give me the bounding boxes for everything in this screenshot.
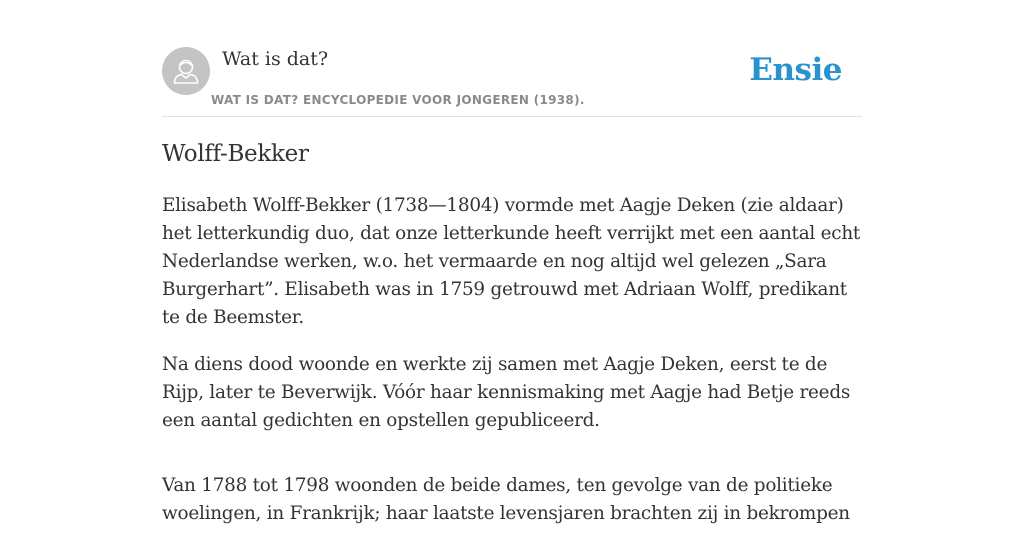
source-subtitle: WAT IS DAT? ENCYCLOPEDIE VOOR JONGEREN (1938).	[211, 93, 585, 107]
avatar[interactable]	[162, 47, 210, 95]
article-paragraph: Na diens dood woonde en werkte zij samen met Aagje Deken, eerst te de Rijp, later te Beverwijk. Vóór haar kennismaking met Aagje had Betje reeds een aantal gedichten en opstellen gepubliceerd.	[162, 354, 851, 431]
article-title: Wolff-Bekker	[162, 141, 309, 167]
source-title[interactable]: Wat is dat?	[222, 48, 329, 70]
article	[162, 138, 862, 547]
source-header	[162, 46, 862, 117]
article-paragraph: Van 1788 tot 1798 woonden de beide dames, ten gevolge van de politieke woelingen, in Frankrijk; haar laatste levensjaren brachten zij in bekrompen	[162, 475, 850, 524]
user-placeholder-icon	[162, 47, 210, 95]
article-paragraph: Elisabeth Wolff-Bekker (1738—1804) vormde met Aagje Deken (zie aldaar) het letterkundig duo, dat onze letterkunde heeft verrijkt met een aantal echt Nederlandse werken, w.o. het vermaarde en nog altijd wel gelezen „Sara Burgerhart”. Elisabeth was in 1759 getrouwd met Adriaan Wolff, predikant te de Beemster.	[162, 195, 861, 328]
ensie-logo-link[interactable]: Ensie	[749, 52, 842, 88]
